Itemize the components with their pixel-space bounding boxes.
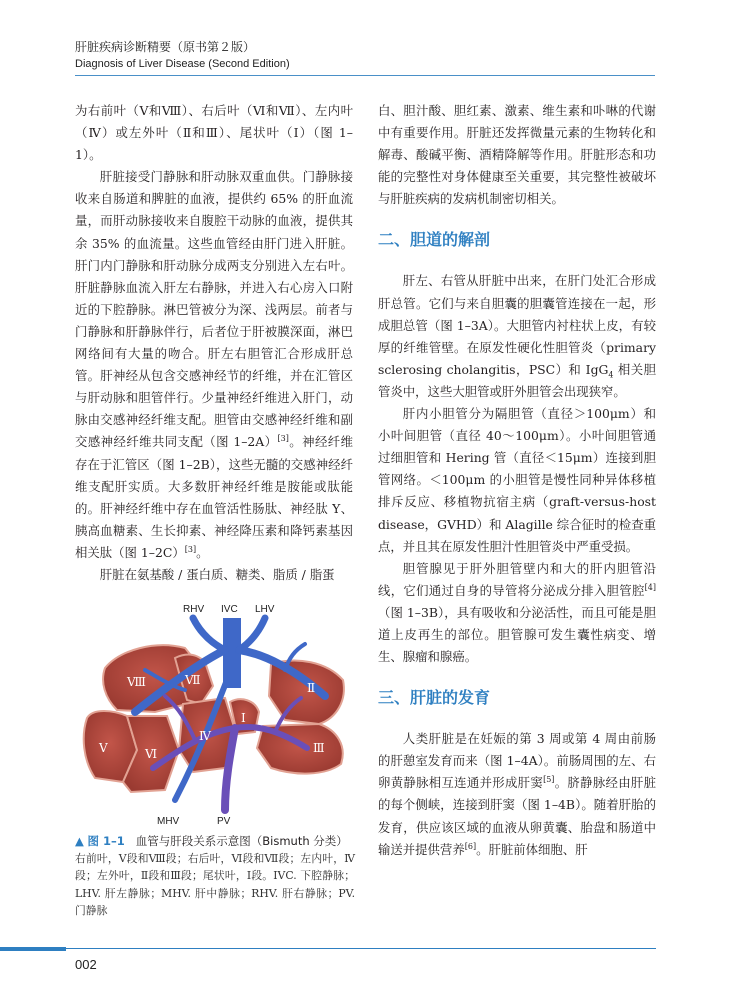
caption-title: 血管与肝段关系示意图（Bismuth 分类）	[135, 834, 348, 848]
text-run: 胆管腺见于肝外胆管壁内和大的肝内胆管沿线，它们通过自身的导管将分泌成分排入胆管腔	[378, 560, 656, 598]
label-segment-6: Ⅵ	[145, 747, 158, 761]
triangle-icon: ▲	[75, 834, 84, 848]
liver-segment-diagram	[75, 600, 355, 828]
text-run: 。脐静脉经由肝脏的每个侧峡，连接到肝窦（图 1–4B）。随着肝胎的发育，供应该区域的血液从卵黄囊、胎盘和肠道中输送并提供营养	[378, 775, 657, 857]
text-run: 相关胆管炎中，这些大胆管或肝外胆管会出现狭窄。	[378, 361, 656, 399]
label-pv: PV	[217, 816, 231, 827]
running-head	[75, 38, 655, 72]
label-segment-5: Ⅴ	[99, 741, 108, 755]
figure-number: 图 1–1	[87, 834, 125, 848]
label-segment-1: Ⅰ	[241, 711, 246, 725]
book-title-zh: 肝脏疾病诊断精要（原书第２版）	[75, 40, 256, 54]
subscript: 4	[608, 370, 614, 380]
paragraph-metabolism-continued: 白、胆汁酸、胆红素、激素、维生素和卟啉的代谢中有重要作用。肝脏还发挥微量元素的生物转化和解毒、酸碱平衡、酒精降解等作用。肝脏形态和功能的完整性对身体健康至关重要，其完整性被破坏与肝脏疾病的发病机制密切相关。	[378, 103, 656, 207]
caption-text: 右前叶，Ⅴ段和Ⅷ段；右后叶，Ⅵ段和Ⅶ段；左内叶，Ⅳ段；左外叶，Ⅱ段和Ⅲ段；尾状叶，Ⅰ段。IVC. 下腔静脉；LHV. 肝左静脉；MHV. 肝中静脉；RHV. 肝右静脉；PV. 门静脉	[75, 852, 355, 917]
text-run: 。	[196, 544, 209, 560]
paragraph-lobes: 为右前叶（Ⅴ和Ⅷ）、右后叶（Ⅵ和Ⅶ）、左内叶（Ⅳ）或左外叶（Ⅱ和Ⅲ）、尾状叶（Ⅰ）（图 1–1）。	[75, 103, 353, 163]
text-run: 肝左、右管从肝脏中出来，在肝门处汇合形成肝总管。它们与来自胆囊的胆囊管连接在一起，形成胆总管（图 1–3A）。大胆管内衬柱状上皮，有较厚的纤维管壁。在原发性硬化性胆管炎（primary sclerosing cholangitis，PSC）和 IgG	[378, 273, 656, 377]
citation: [5]	[543, 775, 555, 785]
figure-caption	[75, 832, 355, 919]
left-column	[75, 100, 353, 586]
page-number: 002	[75, 957, 97, 972]
footer-accent-bar	[0, 947, 66, 951]
footer-rule	[66, 948, 656, 949]
label-mhv: MHV	[157, 816, 180, 827]
citation: [3]	[184, 544, 197, 554]
label-segment-3: Ⅲ	[313, 741, 325, 755]
section-heading-biliary-anatomy: 二、胆道的解剖	[378, 230, 491, 250]
citation: [4]	[644, 582, 656, 592]
left-hepatic-vein-top	[239, 618, 265, 650]
text-run: 。神经纤维存在于汇管区（图 1–2B），这些无髓的交感神经纤维支配肝实质。大多数肝神经纤维是胺能或肽能的。肝神经纤维中存在血管活性肠肽、神经肽 Y、胰高血糖素、生长抑素、神经降压素和降钙素基因相关肽（图 1–2C）	[75, 434, 354, 560]
figure-liver-segments	[75, 600, 355, 828]
text-run: （图 1–3B），具有吸收和分泌活性，而且可能是胆道上皮再生的部位。胆管腺可发生囊性病变、增生、腺瘤和腺癌。	[378, 604, 656, 665]
label-ivc: IVC	[221, 604, 238, 615]
label-segment-2: Ⅱ	[307, 681, 316, 695]
text-run: 。肝脏前体细胞、肝	[476, 841, 588, 857]
label-lhv: LHV	[255, 604, 275, 615]
section-heading-liver-development: 三、肝脏的发育	[378, 688, 491, 708]
paragraph-development	[378, 728, 656, 861]
paragraph-bile-ducts	[378, 270, 656, 403]
right-column	[378, 100, 656, 861]
label-segment-7: Ⅶ	[185, 673, 201, 687]
book-title-en: Diagnosis of Liver Disease (Second Edition)	[75, 58, 290, 70]
text-run: 人类肝脏是在妊娠的第 3 周或第 4 周由前肠的肝憩室发育而来（图 1–4A）。前肠周围的左、右卵黄静脉相互连通并形成肝窦	[378, 731, 656, 791]
paragraph-metabolism-start: 肝脏在氨基酸 / 蛋白质、糖类、脂质 / 脂蛋	[99, 566, 335, 582]
caption-title-line	[75, 832, 355, 850]
right-hepatic-vein-top	[193, 618, 225, 650]
label-rhv: RHV	[183, 604, 205, 615]
paragraph-blood-supply	[75, 166, 353, 564]
text-run: 肝脏接受门静脉和肝动脉双重血供。门静脉接收来自肠道和脾脏的血液，提供约 65% 的肝血流量，而肝动脉接收来自腹腔干动脉的血液，提供其余 35% 的血流量。这些血管经由肝门进入肝脏。肝门内门静脉和肝动脉分成两支分别进入左右叶。肝脏静脉血流入肝左右静脉，并进入右心房入口附近的下腔静脉。淋巴管被分为深、浅两层。前者与门静脉和肝静脉伴行，后者位于肝被膜深面，淋巴网络间有大量的吻合。肝左右胆管汇合形成肝总管。肝神经从包含交感神经节的纤维，并在汇管区与肝动脉和胆管伴行。少量神经纤维进入肝门，动脉由交感神经纤维支配。胆管由交感神经纤维和副交感神经纤维共同支配（图 1–2A）	[75, 169, 353, 450]
paragraph-peribiliary-glands	[378, 558, 656, 668]
paragraph-small-ducts: 肝内小胆管分为隔胆管（直径＞100μm）和小叶间胆管（直径 40～100μm）。小叶间胆管通过细胆管和 Hering 管（直径＜15μm）连接到胆管网络。＜100μm 的小胆管是慢性同种异体移植排斥反应、移植物抗宿主病（graft-versus-host disease，GVHD）和 Alagille 综合征时的检查重点，并且其在原发性胆汁性胆管炎中严重受损。	[378, 406, 656, 554]
label-segment-4: Ⅳ	[199, 729, 211, 743]
citation: [6]	[464, 841, 477, 851]
header-rule	[75, 75, 655, 76]
citation: [3]	[277, 434, 289, 444]
label-segment-8: Ⅷ	[127, 675, 146, 689]
